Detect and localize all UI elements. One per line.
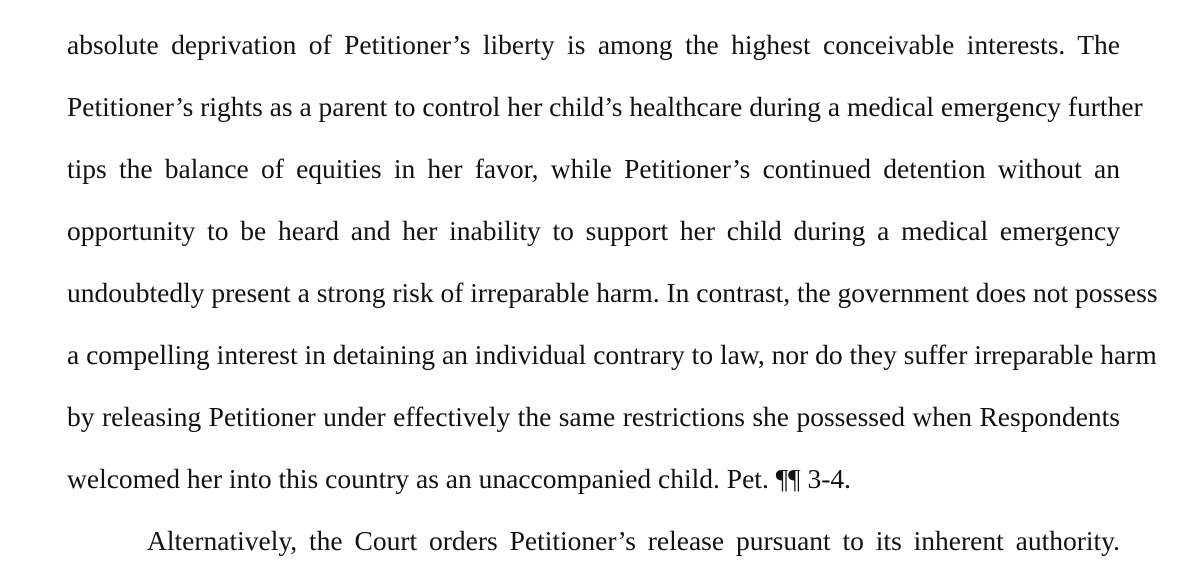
paragraph-line: a compelling interest in detaining an individual contrary to law, nor do they suffer irreparable harm xyxy=(67,339,1157,370)
paragraph-line: Petitioner’s rights as a parent to control her child’s healthcare during a medical emergency further xyxy=(67,91,1143,122)
paragraph-line: tips the balance of equities in her favor, while Petitioner’s continued detention without an xyxy=(67,153,1120,184)
paragraph-line: by releasing Petitioner under effectively the same restrictions she possessed when Respondents xyxy=(67,401,1120,432)
paragraph-indented-line: Alternatively, the Court orders Petitioner’s release pursuant to its inherent authority. xyxy=(147,525,1120,556)
paragraph-line: opportunity to be heard and her inability to support her child during a medical emergency xyxy=(67,215,1120,246)
paragraph-last-line: welcomed her into this country as an unaccompanied child. Pet. ¶¶ 3-4. xyxy=(67,463,852,494)
paragraph-line: undoubtedly present a strong risk of irreparable harm. In contrast, the government does not possess xyxy=(67,277,1158,308)
paragraph-line: absolute deprivation of Petitioner’s liberty is among the highest conceivable interests. The xyxy=(67,29,1120,60)
